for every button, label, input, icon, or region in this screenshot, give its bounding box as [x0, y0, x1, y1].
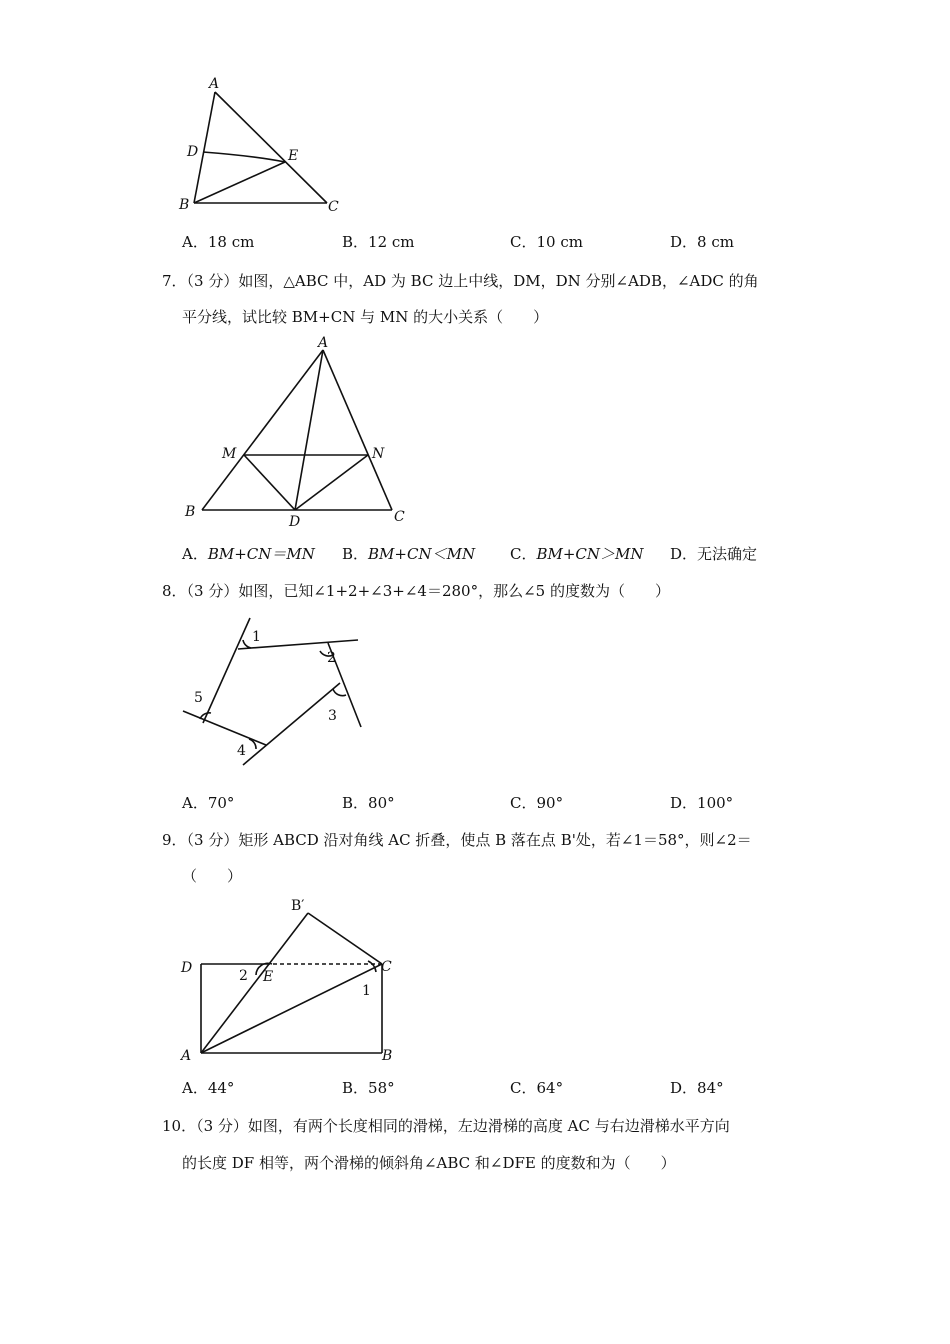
q8-label-1: 1	[252, 629, 261, 645]
q6-option-d: D．8 cm	[670, 233, 734, 251]
q9-label-c: C	[381, 959, 392, 975]
q6-label-d: D	[187, 144, 199, 160]
q10-text-line1: 10．（3 分）如图，有两个长度相同的滑梯，左边滑梯的高度 AC 与右边滑梯水平方向	[162, 1117, 730, 1135]
q6-option-a: A．18 cm	[182, 233, 255, 251]
q7-option-c: C．BM+CN＞MN	[510, 545, 644, 563]
q7-label-c: C	[394, 509, 405, 525]
q9-label-2: 2	[239, 968, 248, 984]
q9-label-bprime: B′	[291, 898, 305, 914]
q9-label-a: A	[181, 1048, 192, 1064]
q6-option-b: B．12 cm	[342, 233, 415, 251]
q6-figure	[175, 70, 355, 220]
q8-label-2: 2	[327, 650, 336, 666]
q9-text-line2: （ ）	[182, 867, 243, 885]
q7-text-line1: 7．（3 分）如图，△ABC 中，AD 为 BC 边上中线，DM，DN 分别∠ADB，∠ADC 的角	[162, 272, 759, 290]
q7-option-b: B．BM+CN＜MN	[342, 545, 476, 563]
q9-label-1: 1	[362, 983, 371, 999]
q7-label-d: D	[289, 514, 301, 530]
q8-label-5: 5	[194, 690, 203, 706]
q6-label-e: E	[288, 148, 299, 164]
q7-label-n: N	[372, 446, 385, 462]
q6-label-c: C	[328, 199, 339, 215]
q8-option-c: C．90°	[510, 794, 564, 812]
q7-option-d: D．无法确定	[670, 545, 758, 563]
q7-label-a: A	[318, 335, 329, 351]
q8-label-4: 4	[237, 743, 246, 759]
q7-text-line2: 平分线，试比较 BM+CN 与 MN 的大小关系（ ）	[182, 308, 549, 326]
q7-label-b: B	[185, 504, 196, 520]
q10-text-line2: 的长度 DF 相等，两个滑梯的倾斜角∠ABC 和∠DFE 的度数和为（ ）	[182, 1154, 676, 1172]
q8-text-line1: 8．（3 分）如图，已知∠1+2+∠3+∠4＝280°，那么∠5 的度数为（ ）	[162, 582, 670, 600]
q7-label-m: M	[222, 446, 237, 462]
q6-option-c: C．10 cm	[510, 233, 583, 251]
q9-label-d: D	[181, 960, 193, 976]
q9-label-b: B	[382, 1048, 393, 1064]
q8-option-b: B．80°	[342, 794, 395, 812]
q9-option-b: B．58°	[342, 1079, 395, 1097]
q9-figure	[178, 895, 408, 1070]
q9-label-e: E	[263, 969, 274, 985]
q6-label-b: B	[179, 197, 190, 213]
q9-option-d: D．84°	[670, 1079, 724, 1097]
q6-label-a: A	[209, 76, 220, 92]
q9-option-a: A．44°	[182, 1079, 235, 1097]
q7-option-a: A．BM+CN＝MN	[182, 545, 315, 563]
q8-label-3: 3	[328, 708, 337, 724]
q9-text-line1: 9．（3 分）矩形 ABCD 沿对角线 AC 折叠，使点 B 落在点 B'处，若∠1＝58°，则∠2＝	[162, 831, 752, 849]
q8-figure	[180, 615, 370, 775]
q7-figure	[180, 335, 410, 530]
q9-option-c: C．64°	[510, 1079, 564, 1097]
q8-option-d: D．100°	[670, 794, 734, 812]
q8-option-a: A．70°	[182, 794, 235, 812]
